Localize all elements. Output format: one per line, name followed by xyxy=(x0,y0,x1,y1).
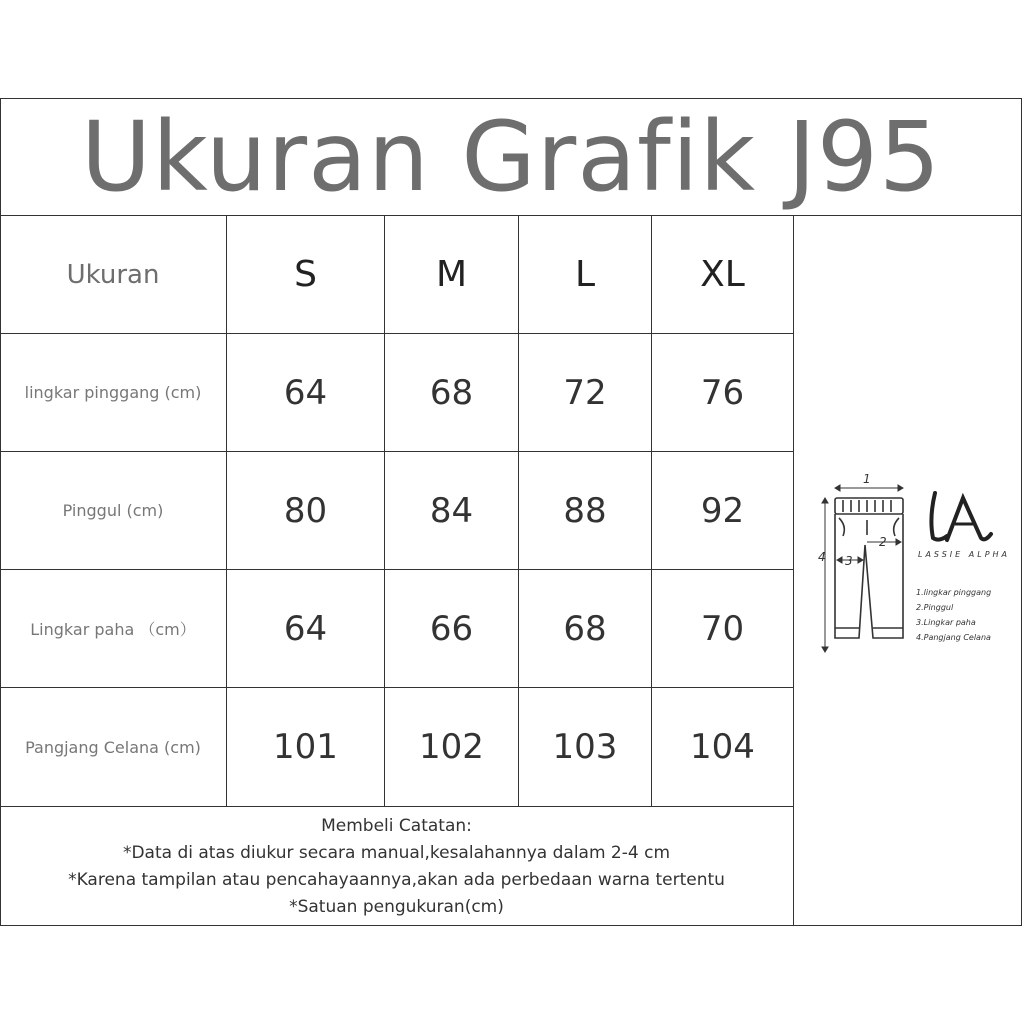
legend-item: 3.Lingkar paha xyxy=(916,618,976,627)
marker-4: 4 xyxy=(818,550,826,564)
brand-name: LASSIE ALPHA xyxy=(918,550,1010,559)
size-header-l: L xyxy=(519,216,652,334)
row-label-thigh: Lingkar paha （cm） xyxy=(0,570,227,688)
row-label-length: Pangjang Celana (cm) xyxy=(0,688,227,807)
table-cell: 80 xyxy=(227,452,385,570)
row-label-waist: lingkar pinggang (cm) xyxy=(0,334,227,452)
table-cell: 70 xyxy=(652,570,794,688)
size-header-xl: XL xyxy=(652,216,794,334)
notes-line: *Satuan pengukuran(cm) xyxy=(289,896,504,917)
table-cell: 92 xyxy=(652,452,794,570)
row-label-hip: Pinggul (cm) xyxy=(0,452,227,570)
marker-2: 2 xyxy=(879,535,887,549)
notes-line: *Data di atas diukur secara manual,kesalahannya dalam 2-4 cm xyxy=(122,842,671,863)
diagram-legend xyxy=(916,585,991,645)
table-cell: 102 xyxy=(385,688,519,807)
header-label: Ukuran xyxy=(0,216,227,334)
legend-item: 2.Pinggul xyxy=(916,603,954,612)
notes-section xyxy=(0,807,794,926)
notes-heading: Membeli Catatan: xyxy=(321,815,472,836)
table-cell: 66 xyxy=(385,570,519,688)
table-cell: 64 xyxy=(227,334,385,452)
table-cell: 72 xyxy=(519,334,652,452)
table-cell: 101 xyxy=(227,688,385,807)
table-cell: 64 xyxy=(227,570,385,688)
table-cell: 76 xyxy=(652,334,794,452)
legend-item: 4.Pangjang Celana xyxy=(916,633,991,642)
table-cell: 68 xyxy=(519,570,652,688)
size-header-m: M xyxy=(385,216,519,334)
table-cell: 103 xyxy=(519,688,652,807)
table-cell: 88 xyxy=(519,452,652,570)
marker-1: 1 xyxy=(863,472,871,486)
brand-logo-icon xyxy=(925,488,995,548)
size-header-s: S xyxy=(227,216,385,334)
legend-item: 1.lingkar pinggang xyxy=(916,588,992,597)
table-cell: 104 xyxy=(652,688,794,807)
notes-line: *Karena tampilan atau pencahayaannya,akan ada perbedaan warna tertentu xyxy=(68,869,725,890)
pants-diagram-icon xyxy=(815,470,915,660)
table-cell: 68 xyxy=(385,334,519,452)
marker-3: 3 xyxy=(845,554,853,568)
page-title: Ukuran Grafik J95 xyxy=(0,98,1022,216)
table-cell: 84 xyxy=(385,452,519,570)
